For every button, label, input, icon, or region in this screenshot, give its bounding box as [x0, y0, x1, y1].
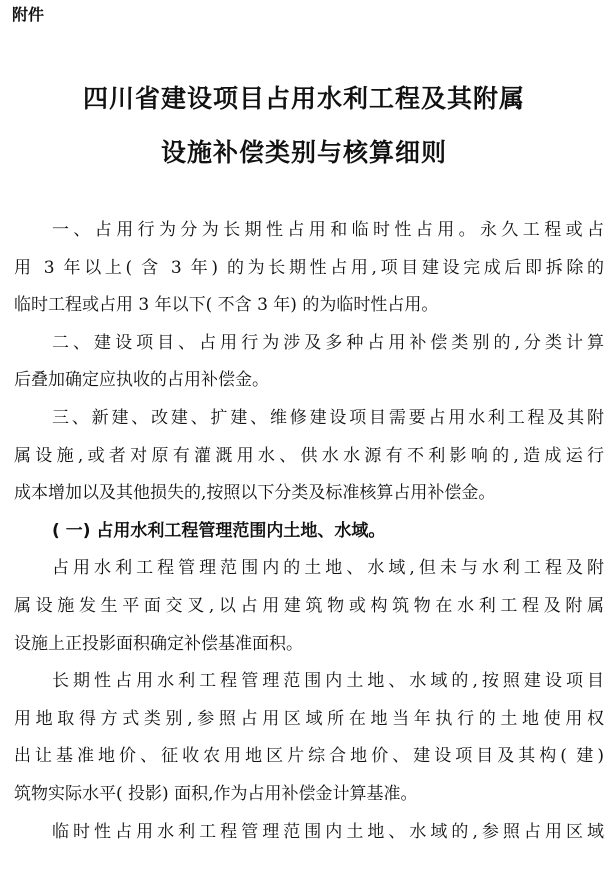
body-line: 三、新建、改建、扩建、维修建设项目需要占用水利工程及其附 — [52, 407, 604, 428]
document-body — [14, 212, 604, 851]
attachment-label: 附件 — [12, 5, 45, 24]
body-line: 用地取得方式类别,参照占用区域所在地当年执行的土地使用权 — [14, 708, 604, 729]
document-title-line-2: 设施补偿类别与核算细则 — [160, 138, 447, 167]
body-line: 设施上正投影面积确定补偿基准面积。 — [14, 633, 303, 654]
body-line: 属设施,或者对原有灌溉用水、供水水源有不利影响的,造成运行 — [14, 445, 604, 466]
body-line: 属设施发生平面交叉,以占用建筑物或构筑物在水利工程及附属 — [14, 595, 604, 616]
body-line: 二、建设项目、占用行为涉及多种占用补偿类别的,分类计算 — [52, 332, 604, 353]
body-line: 临时工程或占用 3 年以下( 不含 3 年) 的为临时性占用。 — [14, 295, 439, 316]
body-line: 占用水利工程管理范围内的土地、水域,但未与水利工程及附 — [52, 558, 604, 579]
body-line: 长期性占用水利工程管理范围内土地、水域的,按照建设项目 — [52, 671, 604, 692]
section-heading: ( 一) 占用水利工程管理范围内土地、水域。 — [52, 520, 386, 541]
body-line: 出让基准地价、征收农用地区片综合地价、建设项目及其构( 建) — [14, 746, 604, 767]
body-line: 一、占用行为分为长期性占用和临时性占用。永久工程或占 — [52, 220, 604, 240]
body-line: 用 3 年以上( 含 3 年) 的为长期性占用,项目建设完成后即拆除的 — [14, 257, 604, 278]
body-line: 筑物实际水平( 投影) 面积,作为占用补偿金计算基准。 — [14, 783, 418, 804]
body-line: 后叠加确定应执收的占用补偿金。 — [14, 370, 269, 391]
body-line: 成本增加以及其他损失的,按照以下分类及标准核算占用补偿金。 — [14, 483, 496, 504]
body-line: 临时性占用水利工程管理范围内土地、水域的,参照占用区域 — [52, 821, 604, 842]
document-title-line-1: 四川省建设项目占用水利工程及其附属 — [82, 84, 525, 113]
